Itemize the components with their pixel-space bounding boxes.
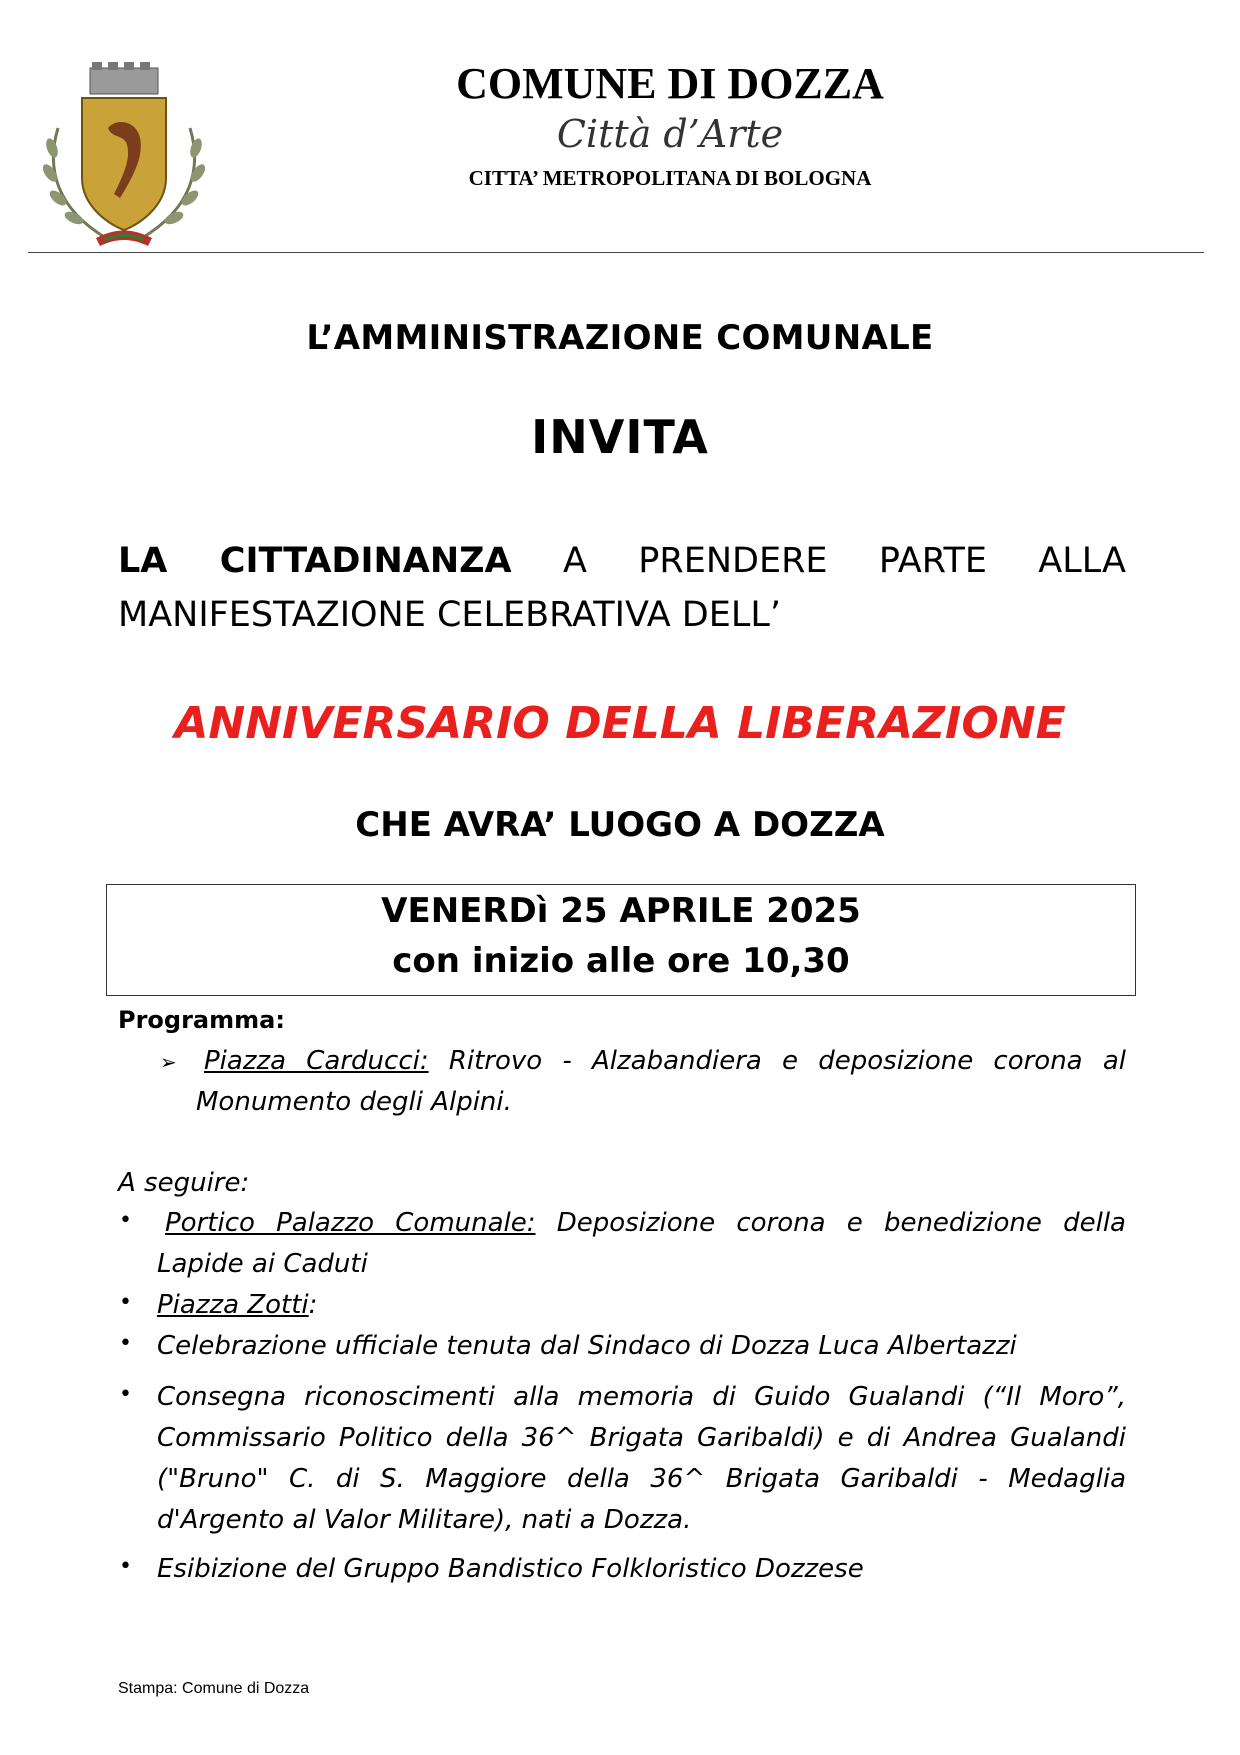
program-item-carducci: [196, 1041, 1126, 1123]
intro-paragraph: [118, 534, 1126, 642]
event-time: con inizio alle ore 10,30: [392, 941, 850, 981]
date-box: [106, 884, 1136, 996]
program-item-portico: [157, 1203, 1126, 1285]
event-date: VENERDì 25 APRILE 2025: [381, 891, 861, 931]
program-item-text: Ritrovo - Alzabandiera e deposizione corona al Monumento degli Alpini.: [196, 1046, 1126, 1117]
program-item-text: :: [308, 1290, 318, 1320]
program-item-celebrazione: [157, 1326, 1126, 1367]
metropolitana-subtitle: CITTA’ METROPOLITANA DI BOLOGNA: [468, 166, 872, 190]
program-item-consegna: [157, 1377, 1126, 1541]
program-item-place: Portico Palazzo Comunale:: [165, 1208, 536, 1238]
header-divider: [28, 252, 1204, 253]
program-item-place: Piazza Zotti: [157, 1290, 309, 1320]
arrow-bullet-icon: ➢: [160, 1050, 177, 1074]
program-item-text: Deposizione corona e benedizione della Lapide ai Caduti: [157, 1208, 1126, 1279]
amministrazione-heading: L’AMMINISTRAZIONE COMUNALE: [306, 318, 934, 358]
luogo-heading: CHE AVRA’ LUOGO A DOZZA: [355, 805, 885, 845]
a-seguire-label: A seguire:: [118, 1168, 250, 1198]
citta-arte-subtitle: Città d’Arte: [556, 112, 784, 156]
program-item-text: Consegna riconoscimenti alla memoria di Guido Gualandi (“Il Moro”, Commissario Politico della 36^ Brigata Garibaldi) e di Andrea Gualandi ("Bruno" C. di S. Maggiore della 36^ Brigata Garibaldi - Medaglia d'Argento al Valor Militare), nati a Dozza.: [157, 1382, 1126, 1535]
bullet-icon: •: [119, 1382, 132, 1407]
coat-of-arms-logo: [36, 58, 212, 254]
program-item-place: Piazza Carducci:: [204, 1046, 429, 1076]
program-item-esibizione: [157, 1549, 1126, 1590]
stampa-footer: Stampa: Comune di Dozza: [118, 1680, 310, 1697]
bullet-icon: •: [119, 1331, 132, 1356]
cittadinanza-text: LA CITTADINANZA: [118, 541, 512, 581]
program-item-text: Esibizione del Gruppo Bandistico Folkloristico Dozzese: [157, 1554, 864, 1584]
anniversary-title: ANNIVERSARIO DELLA LIBERAZIONE: [174, 698, 1066, 749]
program-item-text: Celebrazione ufficiale tenuta dal Sindaco di Dozza Luca Albertazzi: [157, 1331, 1017, 1361]
invita-heading: INVITA: [531, 410, 709, 464]
bullet-icon: •: [119, 1290, 132, 1315]
bullet-icon: •: [119, 1208, 132, 1233]
programma-title: Programma:: [118, 1006, 285, 1034]
bullet-icon: •: [119, 1554, 132, 1579]
intro-rest-text: A PRENDERE PARTE ALLA MANIFESTAZIONE CELEBRATIVA DELL’: [118, 541, 1126, 635]
comune-title: COMUNE DI DOZZA: [456, 59, 884, 108]
program-item-zotti: [157, 1285, 1126, 1326]
